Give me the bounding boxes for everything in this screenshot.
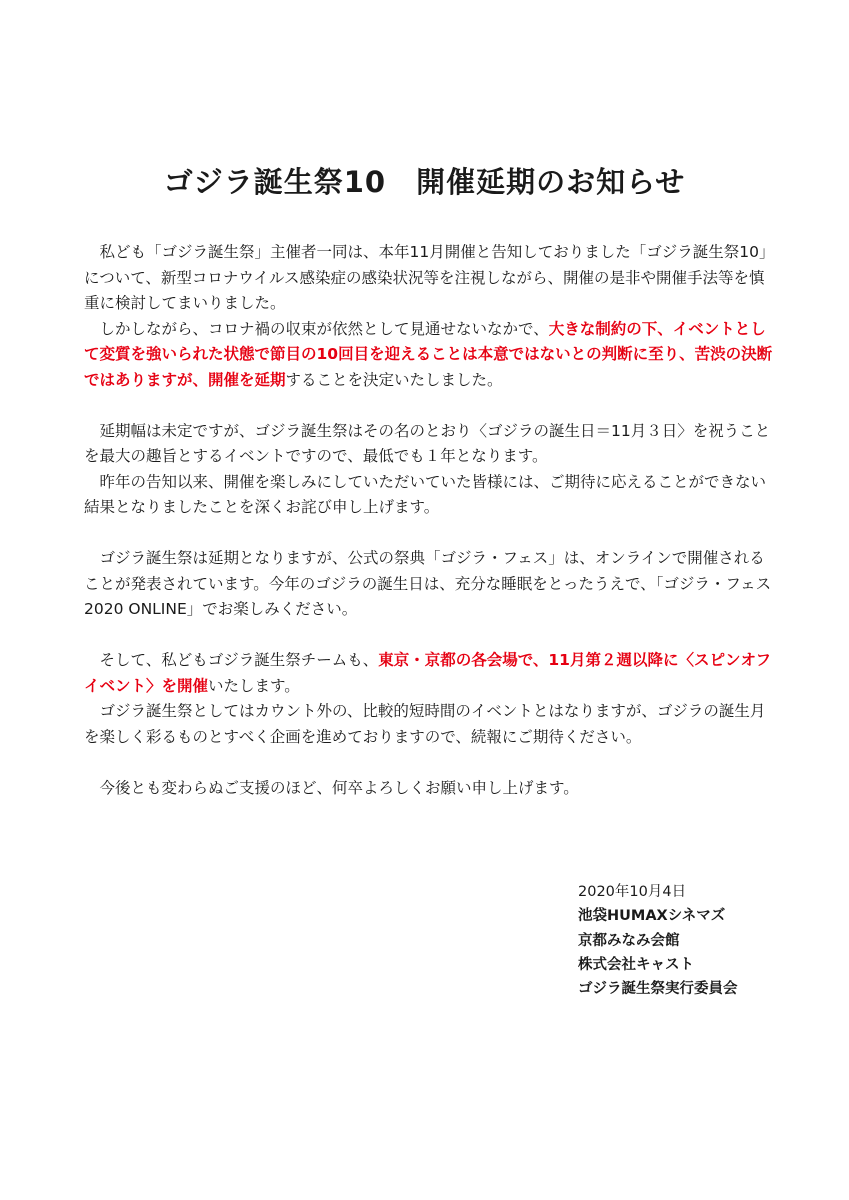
paragraph-apology: 昨年の告知以来、開催を楽しみにしていただいていた皆様には、ご期待に応えることができない結果となりましたことを深くお詫び申し上げます。 [84, 472, 767, 516]
signature-org: 池袋HUMAXシネマズ [578, 908, 726, 925]
paragraph-spinoff-text-a: そして、私どもゴジラ誕生祭チームも、 [99, 651, 379, 669]
signature-org: 株式会社キャスト [578, 956, 694, 973]
paragraph-spinoff [84, 648, 774, 699]
paragraph-spinoff-highlight: 東京・京都の各会場で、11月第２週以降に〈スピンオフイベント〉を開催 [84, 651, 771, 695]
paragraph-spinoff-detail: ゴジラ誕生祭としてはカウント外の、比較的短時間のイベントとはなりますが、ゴジラの誕生月を楽しく彩るものとすべく企画を進めておりますので、続報にご期待ください。 [84, 702, 766, 746]
signature-date: 2020年10月4日 [578, 884, 687, 900]
paragraph-decision-text-a: しかしながら、コロナ禍の収束が依然として見通せないなかで、 [99, 319, 549, 338]
signature-block [578, 880, 738, 1001]
signature-org: 京都みなみ会館 [578, 932, 680, 949]
paragraph-postpone-length: 延期幅は未定ですが、ゴジラ誕生祭はその名のとおり〈ゴジラの誕生日＝11月３日〉を祝うことを最大の趣旨とするイベントですので、最低でも１年となります。 [84, 421, 771, 465]
signature-org: ゴジラ誕生祭実行委員会 [578, 981, 738, 998]
announcement-body [84, 240, 774, 801]
paragraph-decision [84, 317, 774, 394]
paragraph-closing: 今後とも変わらぬご支援のほど、何卒よろしくお願い申し上げます。 [99, 778, 579, 797]
paragraph-intro: 私ども「ゴジラ誕生祭」主催者一同は、本年11月開催と告知しておりました「ゴジラ誕生祭10」について、新型コロナウイルス感染症の感染状況等を注視しながら、開催の是非や開催手法等を慎重に検討してまいりました。 [84, 243, 767, 312]
paragraph-decision-text-b: することを決定いたしました。 [285, 370, 503, 389]
paragraph-spinoff-text-b: いたします。 [208, 676, 300, 695]
paragraph-godzilla-fes: ゴジラ誕生祭は延期となりますが、公式の祭典「ゴジラ・フェス」は、オンラインで開催されることが発表されています。今年のゴジラの誕生日は、充分な睡眠をとったうえで、「ゴジラ・フェス2020 ONLINE」でお楽しみください。 [84, 549, 772, 618]
paragraph-decision-highlight: 大きな制約の下、イベントとして変質を強いられた状態で節目の10回目を迎えることは本意ではないとの判断に至り、苦渋の決断ではありますが、開催を延期 [84, 319, 773, 389]
page-title: ゴジラ誕生祭10 開催延期のお知らせ [163, 165, 686, 199]
